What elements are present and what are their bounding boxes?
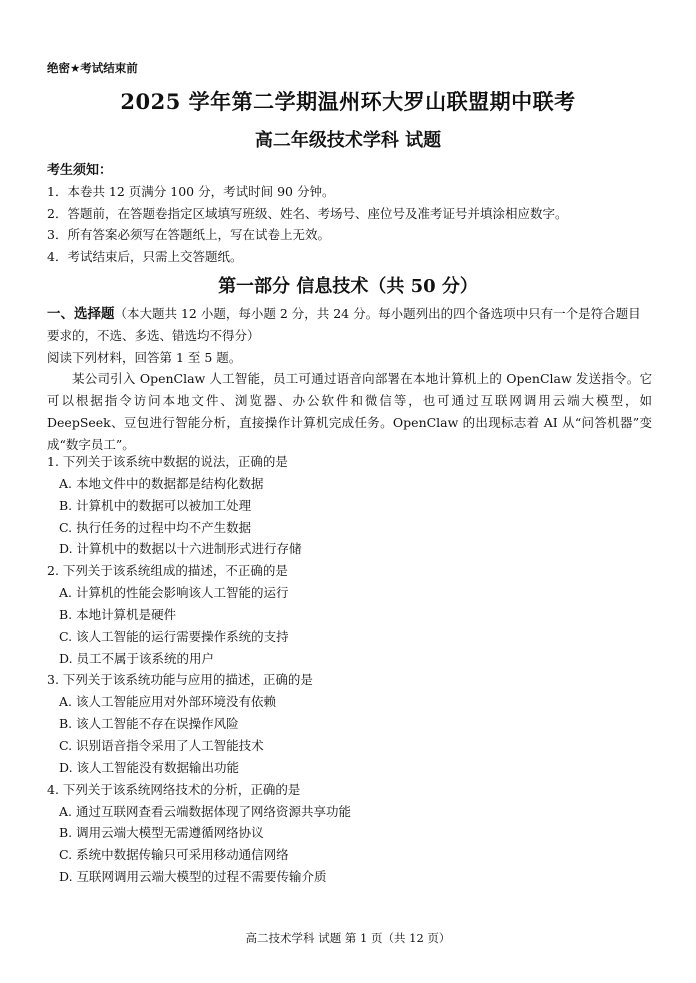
option: C. 识别语音指令采用了人工智能技术 xyxy=(59,737,264,753)
option: B. 调用云端大模型无需遵循网络协议 xyxy=(59,825,264,841)
option: C. 执行任务的过程中均不产生数据 xyxy=(59,519,252,535)
reading-material: 某公司引入 OpenClaw 人工智能，员工可通过语音向部署在本地计算机上的 OpenClaw 发送指令。它可以根据指令访问本地文件、浏览器、办公软件和微信等，也可通过互联网调用云端大模型，如 DeepSeek、豆包进行智能分析，直接操作计算机完成任务。OpenClaw 的出现标志着 AI 从“问答机器”变成“数字员工”。 xyxy=(47,371,652,452)
option: B. 本地计算机是硬件 xyxy=(59,606,177,622)
option: B. 该人工智能不存在误操作风险 xyxy=(59,716,239,732)
question xyxy=(47,560,657,669)
read-instruction: 阅读下列材料，回答第 1 至 5 题。 xyxy=(47,350,242,365)
notice-item: 1．本卷共 12 页满分 100 分，考试时间 90 分钟。 xyxy=(47,184,335,199)
option: A. 计算机的性能会影响该人工智能的运行 xyxy=(59,585,289,601)
page-footer: 高二技术学科 试题 第 1 页（共 12 页） xyxy=(245,931,451,945)
option: D. 互联网调用云端大模型的过程不需要传输介质 xyxy=(59,868,327,884)
question xyxy=(47,779,657,888)
question-stem: 4. 下列关于该系统网络技术的分析，正确的是 xyxy=(47,781,301,797)
option: C. 系统中数据传输只可采用移动通信网络 xyxy=(59,847,289,863)
secret-mark: 绝密★考试结束前 xyxy=(47,61,138,75)
section-intro xyxy=(47,303,652,346)
question xyxy=(47,669,657,778)
option: D. 员工不属于该系统的用户 xyxy=(59,650,215,666)
notice-heading: 考生须知： xyxy=(47,163,113,178)
question-stem: 3. 下列关于该系统功能与应用的描述，正确的是 xyxy=(47,672,313,688)
exam-subtitle: 高二年级技术学科 试题 xyxy=(254,130,442,151)
notice-item: 4．考试结束后，只需上交答题纸。 xyxy=(47,248,243,264)
notice-item: 2．答题前，在答题卷指定区域填写班级、姓名、考场号、座位号及准考证号并填涂相应数字。 xyxy=(47,205,568,221)
part-title: 第一部分 信息技术（共 50 分） xyxy=(218,276,478,297)
option: D. 该人工智能没有数据输出功能 xyxy=(59,759,240,775)
option: A. 本地文件中的数据都是结构化数据 xyxy=(59,476,264,491)
question-stem: 2. 下列关于该系统组成的描述，不正确的是 xyxy=(47,563,288,579)
section-description: （本大题共 12 小题，每小题 2 分，共 24 分。每小题列出的四个备选项中只有一个是符合题目要求的，不选、多选、错选均不得分） xyxy=(47,306,641,343)
option: B. 计算机中的数据可以被加工处理 xyxy=(59,497,252,513)
notice-list xyxy=(47,181,657,267)
option: A. 该人工智能应用对外部环境没有依赖 xyxy=(59,694,276,710)
question xyxy=(47,451,657,560)
question-list xyxy=(47,451,657,888)
notice-item: 3．所有答案必须写在答题纸上，写在试卷上无效。 xyxy=(47,227,330,242)
exam-title: 2025 学年第二学期温州环大罗山联盟期中联考 xyxy=(120,89,576,114)
option: C. 该人工智能的运行需要操作系统的支持 xyxy=(59,628,289,644)
option: D. 计算机中的数据以十六进制形式进行存储 xyxy=(59,541,302,557)
section-lead: 一、选择题 xyxy=(47,306,115,322)
question-stem: 1. 下列关于该系统中数据的说法，正确的是 xyxy=(47,454,288,469)
option: A. 通过互联网查看云端数据体现了网络资源共享功能 xyxy=(59,803,351,819)
